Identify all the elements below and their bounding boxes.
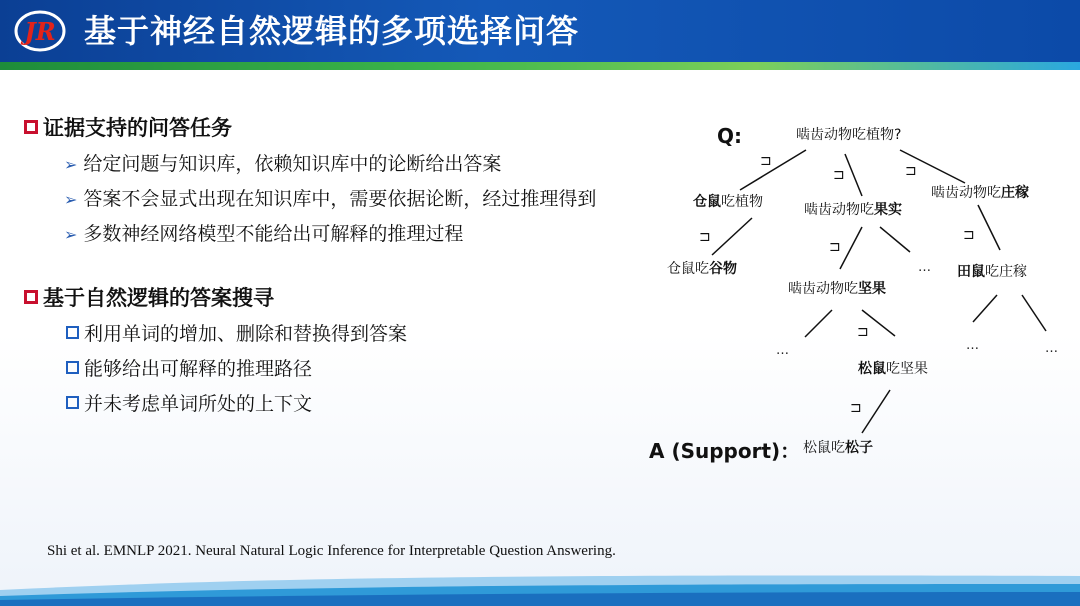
bullet-item: 利用单词的增加、删除和替换得到答案 bbox=[66, 321, 407, 347]
tree-node: 仓鼠吃植物 bbox=[693, 194, 763, 210]
answer-label: A (Support)： bbox=[649, 439, 801, 463]
tree-node: 田鼠吃庄稼 bbox=[957, 264, 1027, 280]
arrow-bullet-icon: ➢ bbox=[64, 190, 78, 209]
tree-edge bbox=[845, 154, 862, 196]
entailment-symbol: ⊐ bbox=[833, 167, 845, 183]
ellipsis: … bbox=[1045, 341, 1058, 356]
section-heading-2: 基于自然逻辑的答案搜寻 bbox=[24, 284, 274, 312]
ellipsis: … bbox=[776, 343, 789, 358]
tree-edge bbox=[740, 150, 806, 190]
ellipsis: … bbox=[966, 338, 979, 353]
page-title: 基于神经自然逻辑的多项选择问答 bbox=[84, 12, 580, 50]
tree-node: 啮齿动物吃庄稼 bbox=[931, 185, 1029, 201]
entailment-symbol: ⊐ bbox=[857, 324, 869, 340]
tree-edge bbox=[978, 205, 1000, 250]
tree-edge bbox=[805, 310, 832, 337]
tree-edge bbox=[862, 390, 890, 433]
bullet-item: ➢ 答案不会显式出现在知识库中，需要依据论断，经过推理得到 bbox=[64, 188, 597, 210]
arrow-bullet-icon: ➢ bbox=[64, 225, 78, 244]
logo-text: JR bbox=[24, 17, 56, 46]
tree-node-answer: 松鼠吃松子 bbox=[803, 440, 873, 456]
bullet-item: ➢ 多数神经网络模型不能给出可解释的推理过程 bbox=[64, 223, 464, 245]
entailment-symbol: ⊐ bbox=[963, 227, 975, 243]
tree-edge bbox=[880, 227, 910, 252]
tree-edge bbox=[1022, 295, 1046, 331]
entailment-symbol: ⊐ bbox=[829, 239, 841, 255]
section-heading-1: 证据支持的问答任务 bbox=[24, 114, 232, 142]
tree-node: 仓鼠吃谷物 bbox=[667, 261, 737, 277]
tree-edge bbox=[712, 218, 752, 255]
tree-node: 啮齿动物吃果实 bbox=[804, 202, 902, 218]
entailment-symbol: ⊐ bbox=[905, 163, 917, 179]
bullet-item: 能够给出可解释的推理路径 bbox=[66, 356, 312, 382]
arrow-bullet-icon: ➢ bbox=[64, 155, 78, 174]
entailment-symbol: ⊐ bbox=[850, 400, 862, 416]
ellipsis: … bbox=[918, 260, 931, 275]
tree-edge bbox=[973, 295, 997, 322]
bullet-item: ➢ 给定问题与知识库，依赖知识库中的论断给出答案 bbox=[64, 153, 502, 175]
question-label: Q: bbox=[717, 124, 742, 148]
tree-node-root: 啮齿动物吃植物? bbox=[796, 127, 902, 143]
footer-wave bbox=[0, 570, 1080, 606]
entailment-symbol: ⊐ bbox=[699, 229, 711, 245]
entailment-symbol: ⊐ bbox=[760, 153, 772, 169]
bullet-item: 并未考虑单词所处的上下文 bbox=[66, 391, 312, 417]
citation-text: Shi et al. EMNLP 2021. Neural Natural Logic Inference for Interpretable Question Answering. bbox=[47, 543, 616, 559]
tree-edge bbox=[840, 227, 862, 269]
tree-node: 啮齿动物吃坚果 bbox=[788, 281, 886, 297]
tree-node: 松鼠吃坚果 bbox=[858, 361, 928, 377]
